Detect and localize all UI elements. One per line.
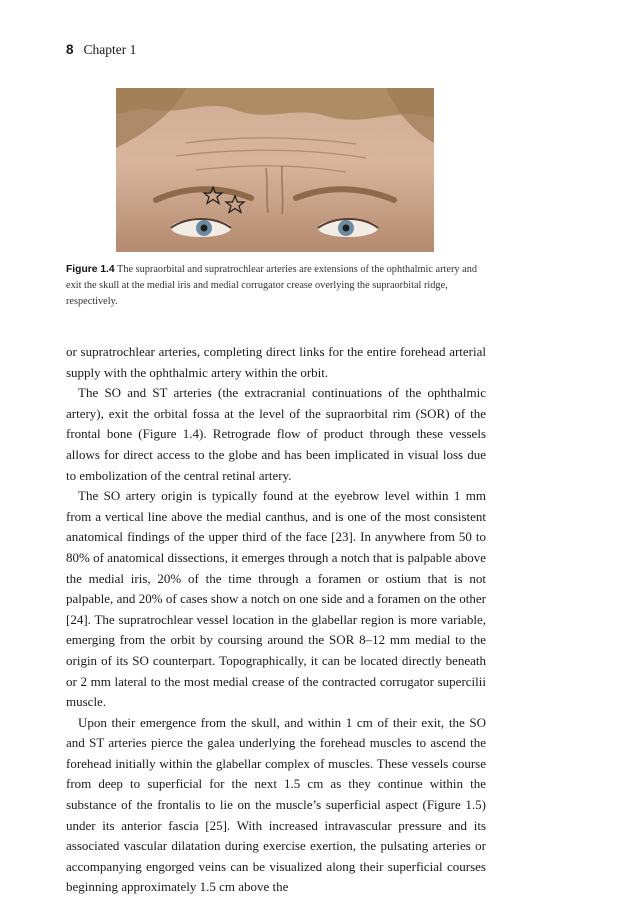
running-header xyxy=(66,42,136,58)
paragraph-1: or supratrochlear arteries, completing direct links for the entire forehead arterial supply with the ophthalmic artery within the orbit. xyxy=(66,344,486,380)
paragraph-3: The SO artery origin is typically found at the eyebrow level within 1 mm from a vertical line above the medial canthus, and is one of the most consistent anatomical findings of the upper third of the face [23]. In anywhere from 50 to 80% of anatomical dissections, it emerges through a notch that is palpable above the medial iris, 20% of the time through a foramen or ostium that is not palpable, and 20% of cases show a notch on one side and a foramen on the other [24]. The supratrochlear vessel location in the glabellar region is more variable, emerging from the orbit by coursing around the SOR 8–12 mm medial to the origin of its SO counterpart. Topographically, it can be located directly beneath or 2 mm lateral to the most medial crease of the contracted corrugator supercilii muscle. xyxy=(66,488,486,710)
page-number: 8 xyxy=(66,42,74,57)
figure-caption-text: The supraorbital and supratrochlear arteries are extensions of the ophthalmic artery and exit the skull at the medial iris and medial corrugator crease overlying the supraorbital ridge, respectively. xyxy=(66,264,477,307)
figure-caption xyxy=(66,262,486,310)
figure-label: Figure 1.4 xyxy=(66,264,115,275)
forehead-photo-illustration xyxy=(116,88,434,252)
body-text xyxy=(66,342,486,898)
paragraph-2: The SO and ST arteries (the extracranial continuations of the ophthalmic artery), exit the orbital fossa at the level of the supraorbital rim (SOR) of the frontal bone (Figure 1.4). Retrograde flow of product through these vessels allows for direct access to the globe and has been implicated in visual loss due to embolization of the central retinal artery. xyxy=(66,385,486,483)
paragraph-4: Upon their emergence from the skull, and within 1 cm of their exit, the SO and ST arteries pierce the galea underlying the forehead muscles to ascend the forehead initially within the glabellar complex of muscles. These vessels course from deep to superficial for the next 1.5 cm as they continue within the substance of the frontalis to lie on the muscle’s superficial aspect (Figure 1.5) under its anterior fascia [25]. With increased intravascular pressure and its associated vascular dilatation during exercise exertion, the pulsating arteries or accompanying engorged veins can be visualized along their superficial courses beginning approximately 1.5 cm above the xyxy=(66,714,486,895)
figure-photo xyxy=(116,88,434,252)
chapter-title: Chapter 1 xyxy=(83,42,137,57)
